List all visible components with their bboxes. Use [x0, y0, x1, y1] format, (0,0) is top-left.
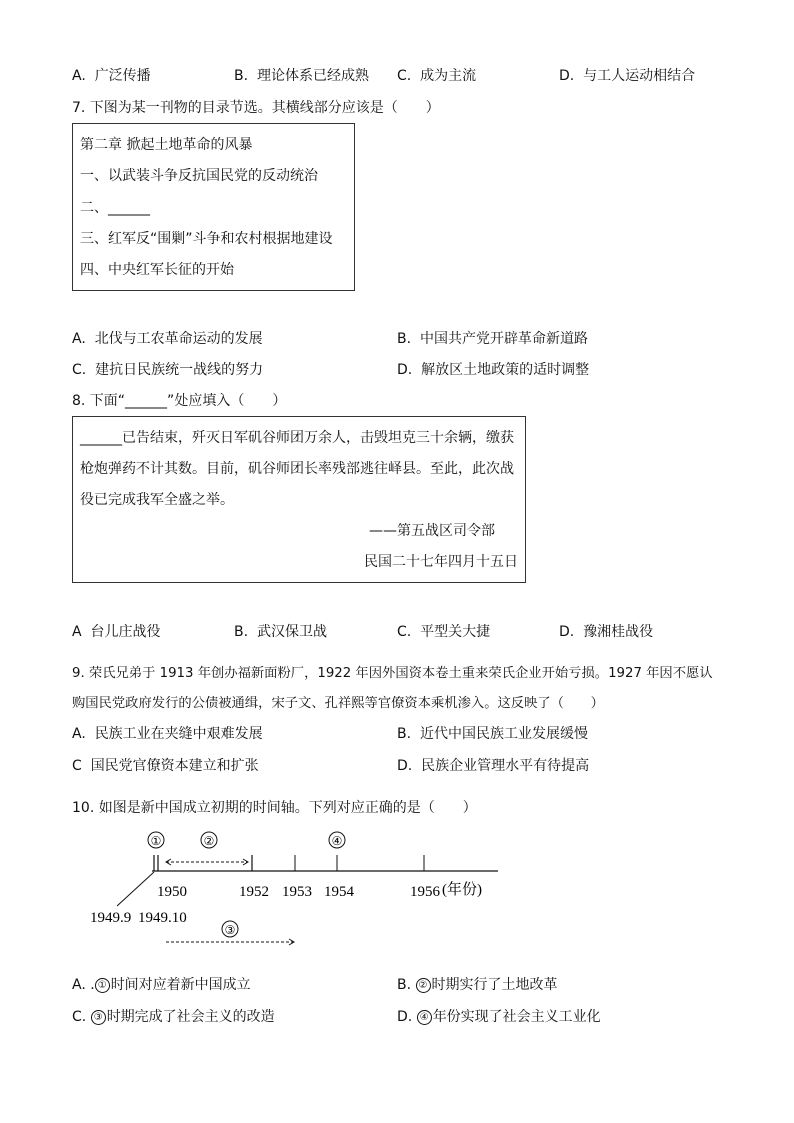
year-label-1950: 1950 [157, 884, 187, 900]
q7-option-c: C. 建抗日民族统一战线的努力 [72, 362, 264, 378]
svg-text:②: ② [203, 834, 215, 848]
q8-box-line: 枪炮弹药不计其数。目前，矶谷师团长率残部逃往峄县。至此，此次战 [80, 461, 514, 477]
q7-box-line: 第二章 掀起土地革命的风暴 [80, 137, 253, 153]
svg-text:④: ④ [331, 834, 343, 848]
q8-date: 民国二十七年四月十五日 [364, 554, 518, 570]
timeline-marker-3 [222, 921, 238, 937]
q7-box-line: 四、中央红军长征的开始 [80, 262, 234, 278]
timeline-marker-1 [148, 832, 164, 848]
q10-option-a: A. . ① 时间对应着新中国成立 [72, 977, 251, 993]
q10-stem: 10. 如图是新中国成立初期的时间轴。下列对应正确的是（ ） [72, 800, 477, 816]
q9-stem-line-1: 9. 荣氏兄弟于 1913 年创办福新面粉厂，1922 年因外国资本卷土重来荣氏企业开始亏损。1927 年因不愿认 [72, 666, 713, 681]
q8-signature: ——第五战区司令部 [369, 523, 495, 539]
q9-option-a: A. 民族工业在夹缝中艰难发展 [72, 726, 263, 742]
q7-box-line: 三、红军反“围剿”斗争和农村根据地建设 [80, 231, 333, 247]
timeline-marker-4 [329, 832, 345, 848]
year-label-1952: 1952 [239, 884, 269, 900]
q7-box-line: 二、______ [80, 200, 150, 216]
q10-option-c: C. ③ 时期完成了社会主义的改造 [72, 1009, 275, 1025]
q8-option-a: A 台儿庄战役 [72, 624, 161, 640]
q9-stem-line-2: 购国民党政府发行的公债被通缉，宋子文、孔祥熙等官僚资本乘机渗入。这反映了（ ） [72, 696, 604, 711]
svg-text:①: ① [150, 834, 162, 848]
q9-option-d: D. 民族企业管理水平有待提高 [397, 758, 590, 774]
leader-line [117, 872, 154, 906]
q6-option-a: A. 广泛传播 [72, 68, 151, 84]
q7-stem: 7. 下图为某一刊物的目录节选。其横线部分应该是（ ） [72, 100, 440, 116]
label-1949-9: 1949.9 [90, 910, 132, 926]
q8-option-c: C. 平型关大捷 [397, 624, 491, 640]
q8-stem: 8. 下面“______”处应填入（ ） [72, 393, 287, 409]
year-label-1954: 1954 [324, 884, 354, 900]
q6-option-d: D. 与工人运动相结合 [559, 68, 696, 84]
period-3-arrow [166, 939, 294, 945]
svg-text:③: ③ [224, 923, 236, 937]
timeline-marker-2 [201, 832, 217, 848]
q7-option-d: D. 解放区土地政策的适时调整 [397, 362, 590, 378]
q9-option-b: B. 近代中国民族工业发展缓慢 [397, 726, 588, 742]
axis-unit-label: (年份) [442, 882, 482, 898]
year-label-1953: 1953 [282, 884, 312, 900]
q10-option-b: B. ② 时期实行了土地改革 [397, 977, 558, 993]
q6-option-b: B. 理论体系已经成熟 [234, 68, 369, 84]
q9-option-c: C 国民党官僚资本建立和扩张 [72, 758, 259, 774]
q6-option-c: C. 成为主流 [397, 68, 477, 84]
q8-box-line: 役已完成我军全盛之举。 [80, 492, 234, 508]
period-2-arrow [166, 859, 248, 865]
q10-option-d: D. ④ 年份实现了社会主义工业化 [397, 1009, 601, 1025]
year-label-1956: 1956 [410, 884, 440, 900]
q7-option-a: A. 北伐与工农革命运动的发展 [72, 331, 263, 347]
label-1949-10: 1949.10 [138, 910, 187, 926]
q7-option-b: B. 中国共产党开辟革命新道路 [397, 331, 588, 347]
q8-option-d: D. 豫湘桂战役 [559, 624, 654, 640]
q7-box-line: 一、以武装斗争反抗国民党的反动统治 [80, 168, 318, 184]
q8-option-b: B. 武汉保卫战 [234, 624, 327, 640]
q8-box-line: ______已告结束，歼灭日军矶谷师团万余人，击毁坦克三十余辆，缴获 [80, 430, 514, 446]
